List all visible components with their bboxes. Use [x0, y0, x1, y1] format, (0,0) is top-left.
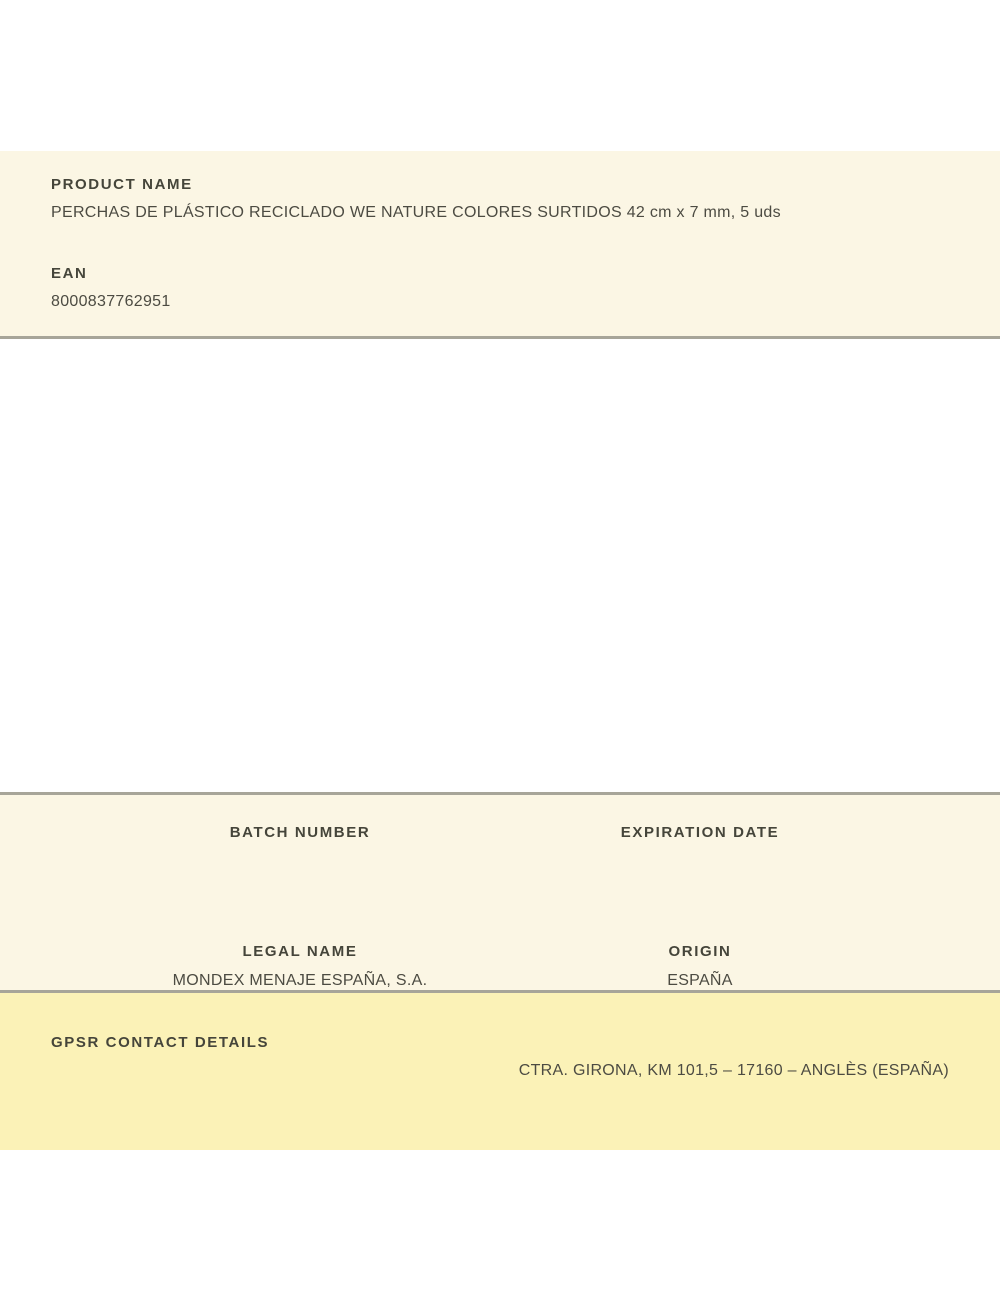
bottom-whitespace: [0, 1150, 1000, 1300]
top-whitespace: [0, 0, 1000, 151]
batch-number-value: [100, 853, 500, 870]
product-info-section: [0, 151, 1000, 339]
ean-label: EAN: [51, 265, 88, 282]
origin-value: ESPAÑA: [667, 972, 733, 989]
batch-number-label: BATCH NUMBER: [229, 824, 371, 841]
product-name-value: PERCHAS DE PLÁSTICO RECICLADO WE NATURE COLORES SURTIDOS 42 cm x 7 mm, 5 uds: [51, 204, 781, 221]
gpsr-contact-details-label: GPSR CONTACT DETAILS: [51, 1034, 270, 1051]
ean-value: 8000837762951: [51, 293, 171, 310]
expiration-date-label: EXPIRATION DATE: [620, 824, 780, 841]
details-grid: [100, 825, 900, 989]
origin-label: ORIGIN: [668, 943, 732, 960]
legal-name-label: LEGAL NAME: [242, 943, 358, 960]
middle-whitespace: [0, 339, 1000, 792]
product-name-label: PRODUCT NAME: [51, 176, 193, 193]
batch-details-section: [0, 792, 1000, 993]
gpsr-contact-section: [0, 993, 1000, 1150]
legal-name-value: MONDEX MENAJE ESPAÑA, S.A.: [172, 972, 428, 989]
gpsr-contact-address: CTRA. GIRONA, KM 101,5 – 17160 – ANGLÈS (ESPAÑA): [518, 1062, 949, 1079]
expiration-date-value: [500, 853, 900, 870]
